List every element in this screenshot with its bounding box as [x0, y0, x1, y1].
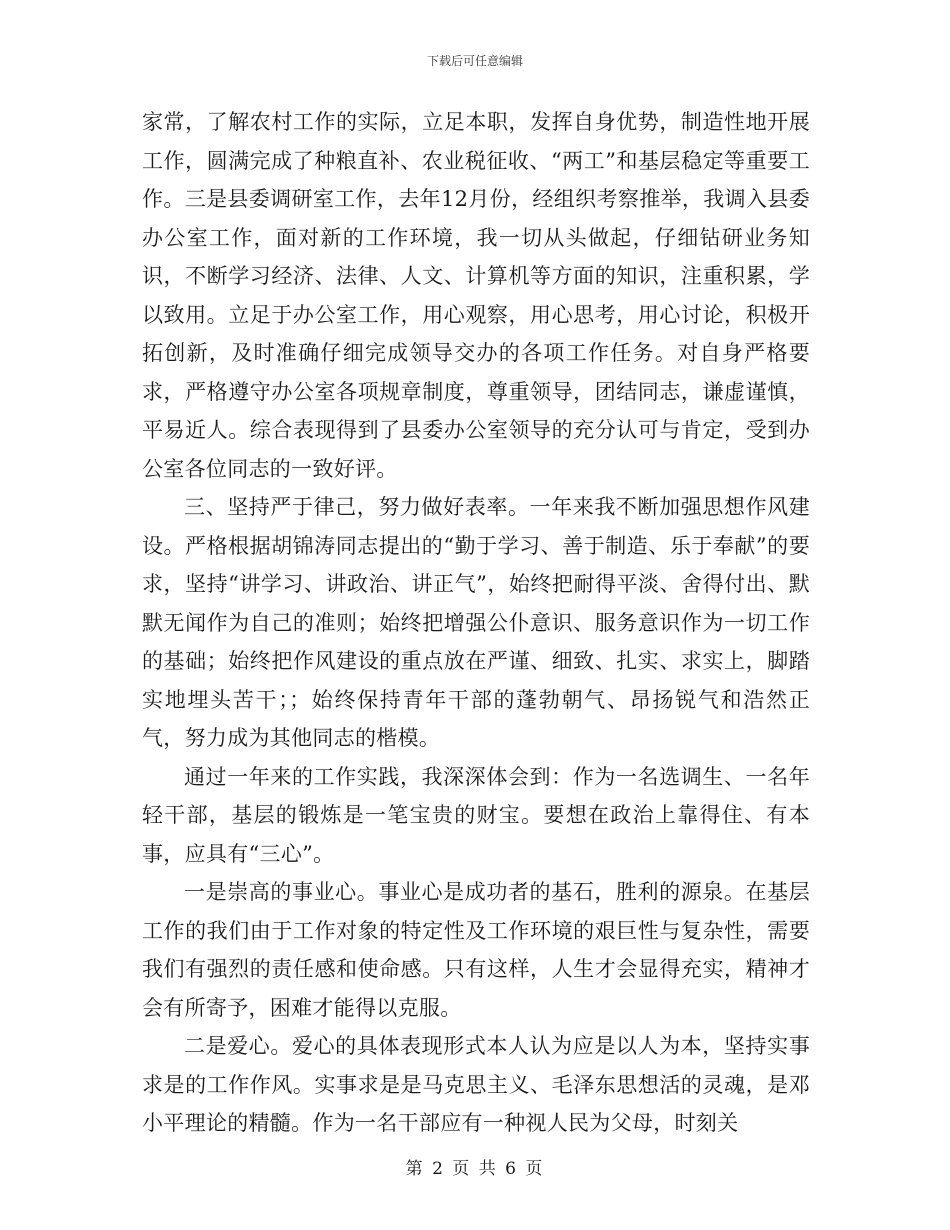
paragraph-3: 通过一年来的工作实践，我深深体会到：作为一名选调生、一名年轻干部，基层的锻炼是一笔宝贵的财宝。要想在政治上靠得住、有本事，应具有“三心”。	[142, 764, 810, 866]
paragraph-4: 一是崇高的事业心。事业心是成功者的基石，胜利的源泉。在基层工作的我们由于工作对象的特定性及工作环境的艰巨性与复杂性，需要我们有强烈的责任感和使命感。只有这样，人生才会显得充实，精神才会有所寄予，困难才能得以克服。	[142, 880, 810, 1020]
page-header-note: 下载后可任意编辑	[426, 54, 523, 68]
page-number: 第 2 页 共 6 页	[405, 1159, 545, 1179]
paragraph-2: 三、坚持严于律己，努力做好表率。一年来我不断加强思想作风建设。严格根据胡锦涛同志提出的“勤于学习、善于制造、乐于奉献”的要求，坚持“讲学习、讲政治、讲正气”，始终把耐得平淡、舍得付出、默默无闻作为自己的准则；始终把增强公仆意识、服务意识作为一切工作的基础；始终把作风建设的重点放在严谨、细致、扎实、求实上，脚踏实地埋头苦干；；始终保持青年干部的蓬勃朝气、昂扬锐气和浩然正气，努力成为其他同志的楷模。	[142, 495, 810, 750]
document-body	[142, 103, 810, 1143]
paragraph-5: 二是爱心。爱心的具体表现形式本人认为应是以人为本，坚持实事求是的工作作风。实事求是是马克思主义、毛泽东思想活的灵魂，是邓小平理论的精髓。作为一名干部应有一种视人民为父母，时刻关	[142, 1034, 810, 1135]
paragraph-1: 家常，了解农村工作的实际，立足本职，发挥自身优势，制造性地开展工作，圆满完成了种粮直补、农业税征收、“两工”和基层稳定等重要工作。三是县委调研室工作，去年12月份，经组织考察推举，我调入县委办公室工作，面对新的工作环境，我一切从头做起，仔细钻研业务知识，不断学习经济、法律、人文、计算机等方面的知识，注重积累，学以致用。立足于办公室工作，用心观察，用心思考，用心讨论，积极开拓创新，及时准确仔细完成领导交办的各项工作任务。对自身严格要求，严格遵守办公室各项规章制度，尊重领导，团结同志，谦虚谨慎，平易近人。综合表现得到了县委办公室领导的充分认可与肯定，受到办公室各位同志的一致好评。	[142, 110, 810, 481]
